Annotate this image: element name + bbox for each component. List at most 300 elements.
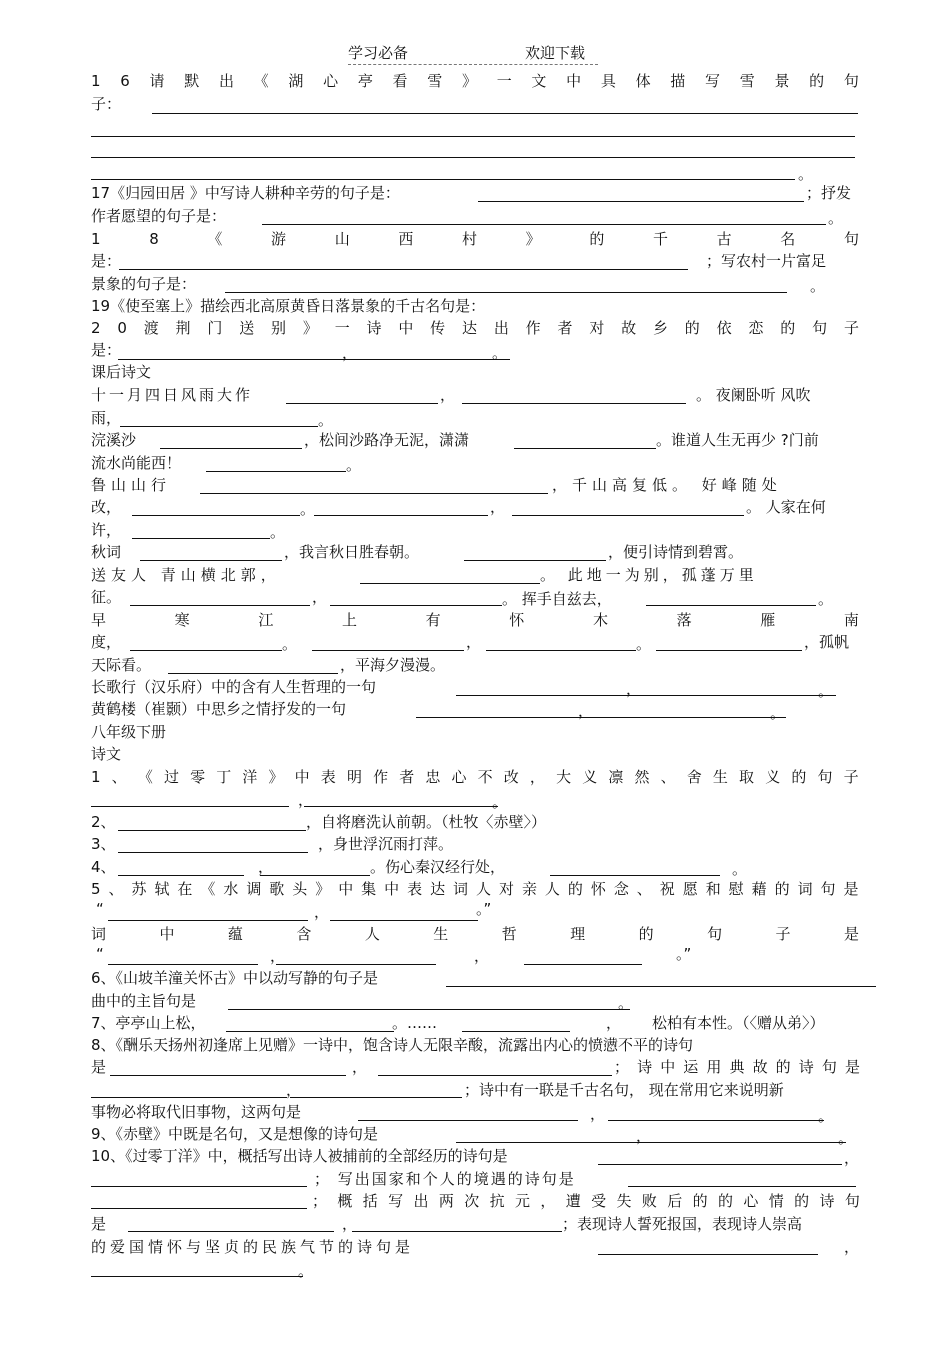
poem-title: 浣溪沙: [91, 431, 137, 449]
answer-blank[interactable]: [446, 986, 876, 987]
q20-cont: 是：: [91, 341, 122, 359]
answer-blank[interactable]: [312, 650, 464, 651]
char: 词: [91, 925, 107, 943]
char: 受: [591, 1192, 607, 1210]
char: 南: [843, 611, 859, 629]
comma: ，: [258, 858, 274, 876]
char: 雪: [739, 72, 755, 90]
char: 词: [797, 880, 813, 898]
item-5: [91, 879, 859, 899]
answer-blank[interactable]: [608, 1120, 824, 1121]
period: 。: [282, 635, 298, 653]
item-5b: [91, 924, 859, 944]
char: 出: [493, 319, 509, 337]
char: 一: [496, 72, 512, 90]
char: 调: [246, 880, 262, 898]
char: 愿: [682, 880, 698, 898]
answer-blank[interactable]: [130, 650, 282, 651]
answer-blank[interactable]: [226, 1031, 394, 1032]
char: 体: [635, 72, 651, 90]
char: 用: [706, 1058, 722, 1076]
char: 出: [413, 1192, 429, 1210]
char: 典: [729, 1058, 745, 1076]
char: 》: [315, 880, 331, 898]
char: 歌: [269, 880, 285, 898]
answer-blank[interactable]: [462, 1031, 570, 1032]
char: 中: [384, 880, 400, 898]
period: 。: [818, 590, 834, 608]
char: 1: [91, 72, 101, 90]
answer-blank[interactable]: [132, 538, 270, 539]
char: 人: [544, 880, 560, 898]
line-tail: 。谁道人生无再少 ?门前: [656, 431, 819, 449]
line-start: 事物必将取代旧事物，这两句是: [91, 1103, 302, 1121]
answer-blank[interactable]: [512, 515, 744, 516]
char: 是: [843, 925, 859, 943]
char: 者: [557, 319, 573, 337]
char: 山: [334, 230, 350, 248]
char: 零: [190, 768, 206, 786]
comma: ，: [626, 680, 642, 698]
answer-blank[interactable]: [128, 1231, 334, 1232]
period: 。: [838, 1129, 854, 1147]
char: 次: [464, 1192, 480, 1210]
answer-blank[interactable]: [462, 403, 686, 404]
char: 苏: [131, 880, 147, 898]
line-start: 度，: [91, 633, 122, 651]
answer-blank[interactable]: [206, 471, 346, 472]
answer-blank[interactable]: [118, 359, 510, 360]
char: 作: [373, 768, 389, 786]
answer-blank[interactable]: [314, 515, 488, 516]
answer-blank[interactable]: [358, 1120, 578, 1121]
char: 看: [392, 72, 408, 90]
line-tail: ，自将磨洗认前朝。（杜牧〈赤壁〉）: [306, 813, 547, 831]
char: 》: [268, 768, 284, 786]
char: 失: [616, 1192, 632, 1210]
period: 。: [810, 277, 826, 295]
item-9: 9、《赤壁》中既是名句，又是想像的诗句是: [91, 1125, 379, 1143]
quote-close: 。”: [676, 945, 692, 963]
period: 。: [732, 860, 748, 878]
char: 诗: [637, 1058, 653, 1076]
char: 的: [638, 925, 654, 943]
comma: ，: [490, 498, 506, 516]
item-6b: 曲中的主旨句是: [91, 992, 197, 1010]
comma: ，: [844, 1149, 860, 1167]
char: 中: [566, 72, 582, 90]
char: 落: [676, 611, 692, 629]
answer-blank[interactable]: [200, 493, 548, 494]
char: 忠: [425, 768, 441, 786]
answer-blank[interactable]: [91, 1276, 303, 1277]
char: 雁: [760, 611, 776, 629]
char: 丁: [216, 768, 232, 786]
char: 慰: [728, 880, 744, 898]
char: 千: [652, 230, 668, 248]
char: ；: [614, 1058, 630, 1076]
char: 荆: [175, 319, 191, 337]
char: 洋: [242, 768, 258, 786]
char: 是: [843, 880, 859, 898]
line-start: 改，: [91, 498, 122, 516]
char: 句: [812, 319, 828, 337]
char: 寒: [174, 611, 190, 629]
answer-blank[interactable]: [262, 224, 826, 225]
char: 作: [525, 319, 541, 337]
period: 。: [828, 209, 844, 227]
char: 名: [780, 230, 796, 248]
char: 1: [91, 768, 101, 786]
char: 、: [108, 880, 124, 898]
char: 不: [477, 768, 493, 786]
line-mid: ； 写出国家和个人的境遇的诗句是: [314, 1170, 576, 1188]
item-7: 7、亭亭山上松，: [91, 1014, 206, 1032]
char: 渡: [143, 319, 159, 337]
q20-line: [91, 318, 859, 338]
answer-blank[interactable]: [598, 1164, 842, 1165]
char: 的: [567, 880, 583, 898]
comma: ，: [578, 702, 594, 720]
item-10: 10、《过零丁洋》中，概括写出诗人被捕前的全部经历的诗句是: [91, 1147, 508, 1165]
answer-blank[interactable]: [464, 560, 606, 561]
answer-blank[interactable]: [360, 583, 540, 584]
header-left: 学习必备: [348, 44, 409, 62]
answer-blank[interactable]: [91, 1186, 307, 1187]
char: 元: [515, 1192, 531, 1210]
char: 表: [320, 768, 336, 786]
q17-tail: ；抒发: [806, 184, 852, 202]
char: 的: [774, 880, 790, 898]
char: 念: [613, 880, 629, 898]
char: 句: [817, 768, 833, 786]
char: 取: [739, 768, 755, 786]
char: 心: [743, 1192, 759, 1210]
line-tail: 松柏有本性。（〈赠从弟〉）: [652, 1014, 825, 1032]
item-1: [91, 767, 859, 787]
answer-blank[interactable]: [286, 403, 438, 404]
char: 和: [705, 880, 721, 898]
comma: ，: [342, 344, 358, 362]
char: 描: [670, 72, 686, 90]
answer-blank[interactable]: [140, 560, 282, 561]
line-start: 雨，: [91, 409, 122, 427]
answer-blank[interactable]: [91, 136, 855, 137]
char: 对: [589, 319, 605, 337]
char: 的: [692, 1192, 708, 1210]
line-tail: 。 夜阑卧听 风吹: [696, 386, 811, 404]
answer-blank[interactable]: [168, 673, 338, 674]
char: 生: [433, 925, 449, 943]
char: 者: [399, 768, 415, 786]
answer-blank[interactable]: [108, 920, 308, 921]
line-tail: ，身世浮沉雨打萍。: [318, 835, 454, 853]
answer-blank[interactable]: [152, 113, 858, 114]
answer-blank[interactable]: [228, 1009, 630, 1010]
char: 中: [338, 880, 354, 898]
line-mid: 。 挥手自兹去，: [502, 590, 612, 608]
char: 遭: [565, 1192, 581, 1210]
char: 改: [503, 768, 519, 786]
char: 子: [843, 319, 859, 337]
answer-blank[interactable]: [132, 515, 300, 516]
char: ；: [312, 1192, 328, 1210]
ellipsis: 。……: [392, 1014, 438, 1032]
char: 义: [582, 768, 598, 786]
answer-blank[interactable]: [330, 605, 502, 606]
char: 故: [621, 319, 637, 337]
q18-tail: ；写农村一片富足: [706, 252, 827, 270]
comma: ，: [312, 588, 328, 606]
poem-title-row: [91, 610, 859, 630]
char: 》: [525, 230, 541, 248]
char: 的: [809, 72, 825, 90]
item-3: 3、: [91, 835, 116, 853]
char: 2: [91, 319, 101, 337]
answer-blank[interactable]: [110, 1075, 346, 1076]
answer-blank[interactable]: [225, 292, 787, 293]
char: 中: [294, 768, 310, 786]
char: 的: [794, 1192, 810, 1210]
char: 达: [430, 880, 446, 898]
answer-blank[interactable]: [598, 1254, 818, 1255]
answer-blank[interactable]: [260, 875, 370, 876]
char: 、: [636, 880, 652, 898]
char: 6: [120, 72, 130, 90]
char: 默: [184, 72, 200, 90]
char: 中: [398, 319, 414, 337]
line-start: 流水尚能西！: [91, 454, 182, 472]
page-header: [0, 42, 950, 66]
char: 《: [207, 230, 223, 248]
line-tail: ，便引诗情到碧霄。: [608, 543, 744, 561]
char: 含: [296, 925, 312, 943]
question-line: 长歌行（汉乐府）中的含有人生哲理的一句: [91, 678, 377, 696]
char: 蕴: [227, 925, 243, 943]
char: 依: [716, 319, 732, 337]
char: 传: [430, 319, 446, 337]
answer-blank[interactable]: [91, 179, 795, 180]
line-tail: 。 此地一为别，孤蓬万里: [540, 566, 758, 584]
line-mid: ，松间沙路净无泥，潇潇: [304, 431, 470, 449]
answer-blank[interactable]: [646, 605, 816, 606]
char: 《: [253, 72, 269, 90]
comma: ，: [342, 1215, 358, 1233]
quote-close: 。”: [476, 900, 492, 918]
char: 亭: [357, 72, 373, 90]
char: 、: [660, 768, 676, 786]
char: 抗: [489, 1192, 505, 1210]
q17-line: 17《归园田居 》中写诗人耕种辛劳的句子是：: [91, 184, 400, 202]
answer-blank[interactable]: [290, 1097, 462, 1098]
q17-cont: 作者愿望的句子是：: [91, 207, 227, 225]
char: 别: [271, 319, 287, 337]
q18-cont: 是：: [91, 252, 122, 270]
answer-blank[interactable]: [378, 1075, 612, 1076]
answer-blank[interactable]: [304, 806, 498, 807]
answer-blank[interactable]: [656, 650, 802, 651]
char: 舍: [686, 768, 702, 786]
answer-blank[interactable]: [330, 920, 478, 921]
char: 在: [177, 880, 193, 898]
period: 。: [270, 523, 286, 541]
section-title: 课后诗文: [91, 363, 152, 381]
char: ，: [529, 768, 545, 786]
answer-blank[interactable]: [550, 875, 720, 876]
answer-blank[interactable]: [276, 964, 436, 965]
header-right: 欢迎下载: [525, 44, 586, 62]
answer-blank[interactable]: [91, 1208, 307, 1209]
char: 藉: [751, 880, 767, 898]
char: 生: [712, 768, 728, 786]
char: 诗: [819, 1192, 835, 1210]
char: 西: [398, 230, 414, 248]
char: 中: [660, 1058, 676, 1076]
char: 村: [462, 230, 478, 248]
char: 心: [451, 768, 467, 786]
char: 理: [570, 925, 586, 943]
char: 然: [634, 768, 650, 786]
char: 对: [498, 880, 514, 898]
comma: ，: [844, 1238, 860, 1256]
answer-blank[interactable]: [119, 269, 688, 270]
char: 括: [362, 1192, 378, 1210]
answer-blank[interactable]: [514, 448, 656, 449]
comma: ，: [606, 1014, 622, 1032]
char: 的: [718, 1192, 734, 1210]
char: 1: [91, 230, 101, 248]
char: 大: [556, 768, 572, 786]
item-4: 4、: [91, 858, 116, 876]
char: 《: [200, 880, 216, 898]
question-line: 黄鹤楼（崔颢）中思乡之情抒发的一句: [91, 700, 347, 718]
comma: ，: [466, 633, 482, 651]
poem-title: 十一月四日风雨大作: [91, 386, 254, 404]
line-mid: 。伤心秦汉经行处，: [370, 858, 506, 876]
char: 5: [91, 880, 101, 898]
item-2: 2、: [91, 813, 116, 831]
char: 水: [223, 880, 239, 898]
char: 的: [791, 768, 807, 786]
comma: ，: [352, 1058, 368, 1076]
char: 乡: [652, 319, 668, 337]
char: 》: [461, 72, 477, 90]
char: 过: [163, 768, 179, 786]
answer-blank[interactable]: [108, 964, 258, 965]
period: 。: [818, 1107, 834, 1125]
period: 。: [492, 793, 508, 811]
comma: ，: [314, 903, 330, 921]
answer-blank[interactable]: [478, 201, 804, 202]
period: 。: [636, 635, 652, 653]
char: 子: [775, 925, 791, 943]
char: 湖: [288, 72, 304, 90]
line-start: 的爱国情怀与坚贞的民族气节的诗句是: [91, 1238, 415, 1256]
char: 句: [821, 1058, 837, 1076]
comma: ，: [636, 1127, 652, 1145]
char: 上: [341, 611, 357, 629]
char: 人: [364, 925, 380, 943]
char: 祝: [659, 880, 675, 898]
answer-blank[interactable]: [91, 157, 855, 158]
line-tail: 。 人家在何: [746, 498, 826, 516]
answer-blank[interactable]: [160, 448, 302, 449]
answer-blank[interactable]: [118, 875, 244, 876]
char: 头: [292, 880, 308, 898]
char: 《: [137, 768, 153, 786]
char: 写: [388, 1192, 404, 1210]
char: 句: [843, 230, 859, 248]
answer-blank[interactable]: [486, 650, 636, 651]
line-start: 是: [91, 1058, 107, 1076]
line-tail: ；表现诗人誓死报国，表现诗人崇高: [562, 1215, 803, 1233]
comma: ，: [590, 1105, 606, 1123]
line-tail: ，千山高复低。 好峰随处: [552, 476, 782, 494]
char: 凛: [608, 768, 624, 786]
line-tail: ，孤帆: [804, 633, 850, 651]
answer-blank[interactable]: [118, 852, 308, 853]
char: 集: [361, 880, 377, 898]
answer-blank[interactable]: [456, 695, 836, 696]
char: 是: [844, 1058, 860, 1076]
answer-blank[interactable]: [524, 964, 642, 965]
char: 出: [218, 72, 234, 90]
answer-blank[interactable]: [416, 717, 786, 718]
line-start: 征。: [91, 588, 122, 606]
answer-blank[interactable]: [352, 1231, 562, 1232]
char: 中: [159, 925, 175, 943]
comma: ，: [474, 947, 490, 965]
char: 后: [667, 1192, 683, 1210]
answer-blank[interactable]: [91, 806, 289, 807]
answer-blank[interactable]: [130, 605, 310, 606]
char: 败: [641, 1192, 657, 1210]
char: 的: [780, 319, 796, 337]
char: 写: [705, 72, 721, 90]
period: 。: [298, 1262, 314, 1280]
char: 有: [425, 611, 441, 629]
comma: ，: [270, 947, 286, 965]
answer-blank[interactable]: [91, 1097, 287, 1098]
char: 怀: [590, 880, 606, 898]
line-tail: [614, 1057, 860, 1077]
quote-open: “: [96, 945, 104, 963]
poem-title: 送友人 青山横北郭，: [91, 566, 281, 584]
period: 。: [318, 411, 334, 429]
line-tail: ；诗中有一联是千古名句， 现在常用它来说明新: [464, 1081, 784, 1099]
comma: ，: [286, 1081, 302, 1099]
char: 的: [684, 319, 700, 337]
char: 的: [589, 230, 605, 248]
line-tail: [312, 1191, 860, 1211]
line-tail: ，平海夕漫漫。: [340, 656, 446, 674]
char: 两: [438, 1192, 454, 1210]
char: 明: [346, 768, 362, 786]
quote-open: “: [96, 900, 104, 918]
period: 。: [618, 994, 634, 1012]
char: ，: [540, 1192, 556, 1210]
answer-blank[interactable]: [120, 426, 318, 427]
answer-blank[interactable]: [628, 1186, 856, 1187]
char: 江: [258, 611, 274, 629]
answer-blank[interactable]: [118, 830, 306, 831]
poem-title: 鲁山山行: [91, 476, 172, 494]
char: 门: [207, 319, 223, 337]
char: 早: [91, 611, 107, 629]
period: 。: [798, 165, 814, 183]
section-title: 八年级下册: [91, 723, 167, 741]
char: 运: [683, 1058, 699, 1076]
